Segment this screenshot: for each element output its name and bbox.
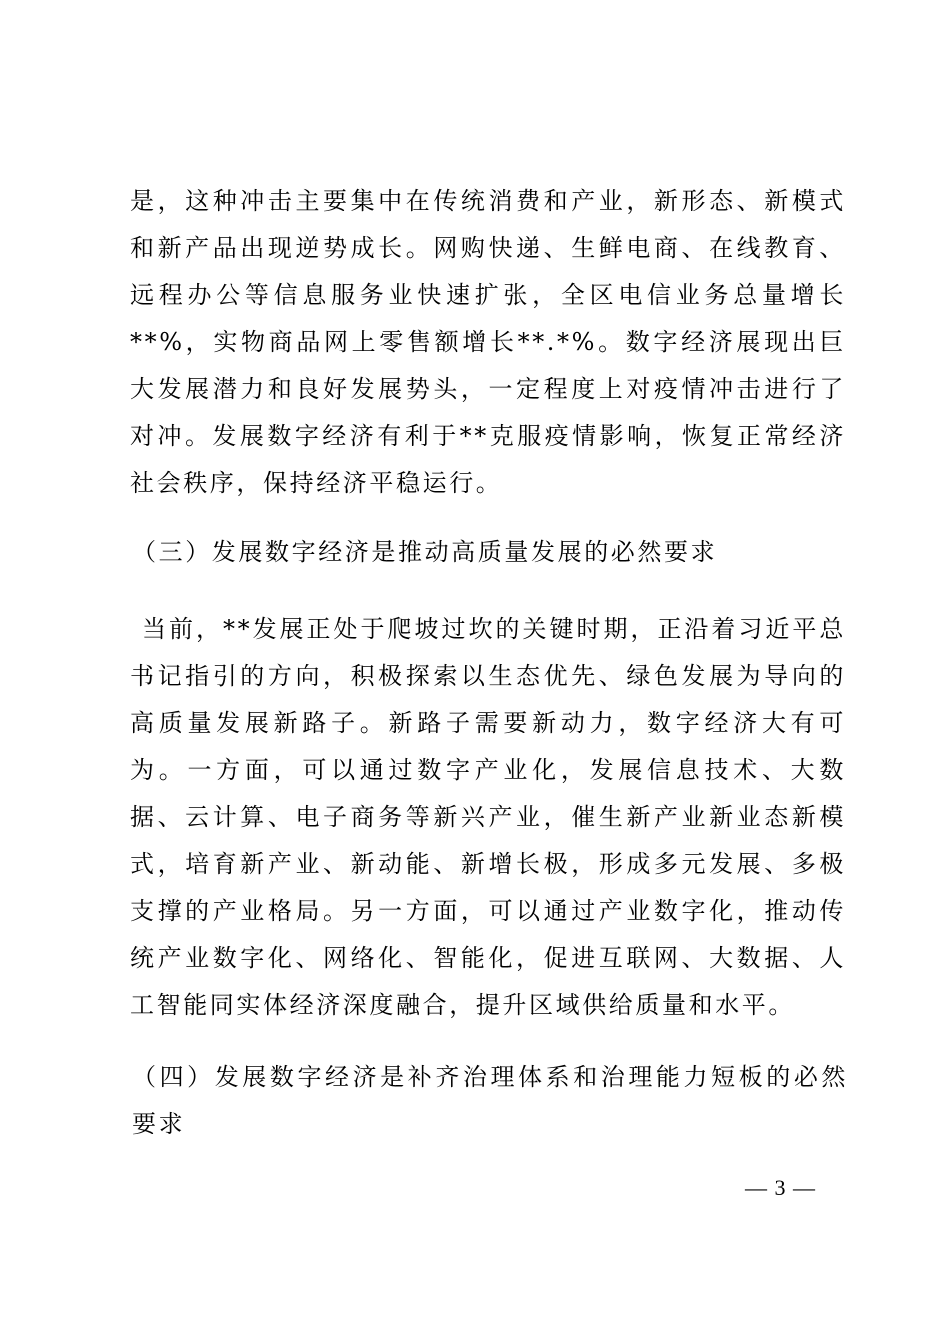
page-number: — 3 —: [745, 1175, 816, 1200]
section-heading-4: （四）发展数字经济是补齐治理体系和治理能力短板的必然要求: [132, 1063, 848, 1138]
section-heading-3: （三）发展数字经济是推动高质量发展的必然要求: [132, 538, 718, 566]
body-paragraph: 当前，**发展正处于爬坡过坎的关键时期，正沿着习近平总书记指引的方向，积极探索以生态优先、绿色发展为导向的高质量发展新路子。新路子需要新动力，数字经济大有可为。一方面，可以通过数字产业化，发展信息技术、大数据、云计算、电子商务等新兴产业，催生新产业新业态新模式，培育新产业、新动能、新增长极，形成多元发展、多极支撑的产业格局。另一方面，可以通过产业数字化，推动传统产业数字化、网络化、智能化，促进互联网、大数据、人工智能同实体经济深度融合，提升区域供给质量和水平。: [130, 615, 846, 1019]
body-paragraph: 是，这种冲击主要集中在传统消费和产业，新形态、新模式和新产品出现逆势成长。网购快递、生鲜电商、在线教育、远程办公等信息服务业快速扩张，全区电信业务总量增长**%，实物商品网上零售额增长**.*%。数字经济展现出巨大发展潜力和良好发展势头，一定程度上对疫情冲击进行了对冲。发展数字经济有利于**克服疫情影响，恢复正常经济社会秩序，保持经济平稳运行。: [130, 187, 846, 497]
